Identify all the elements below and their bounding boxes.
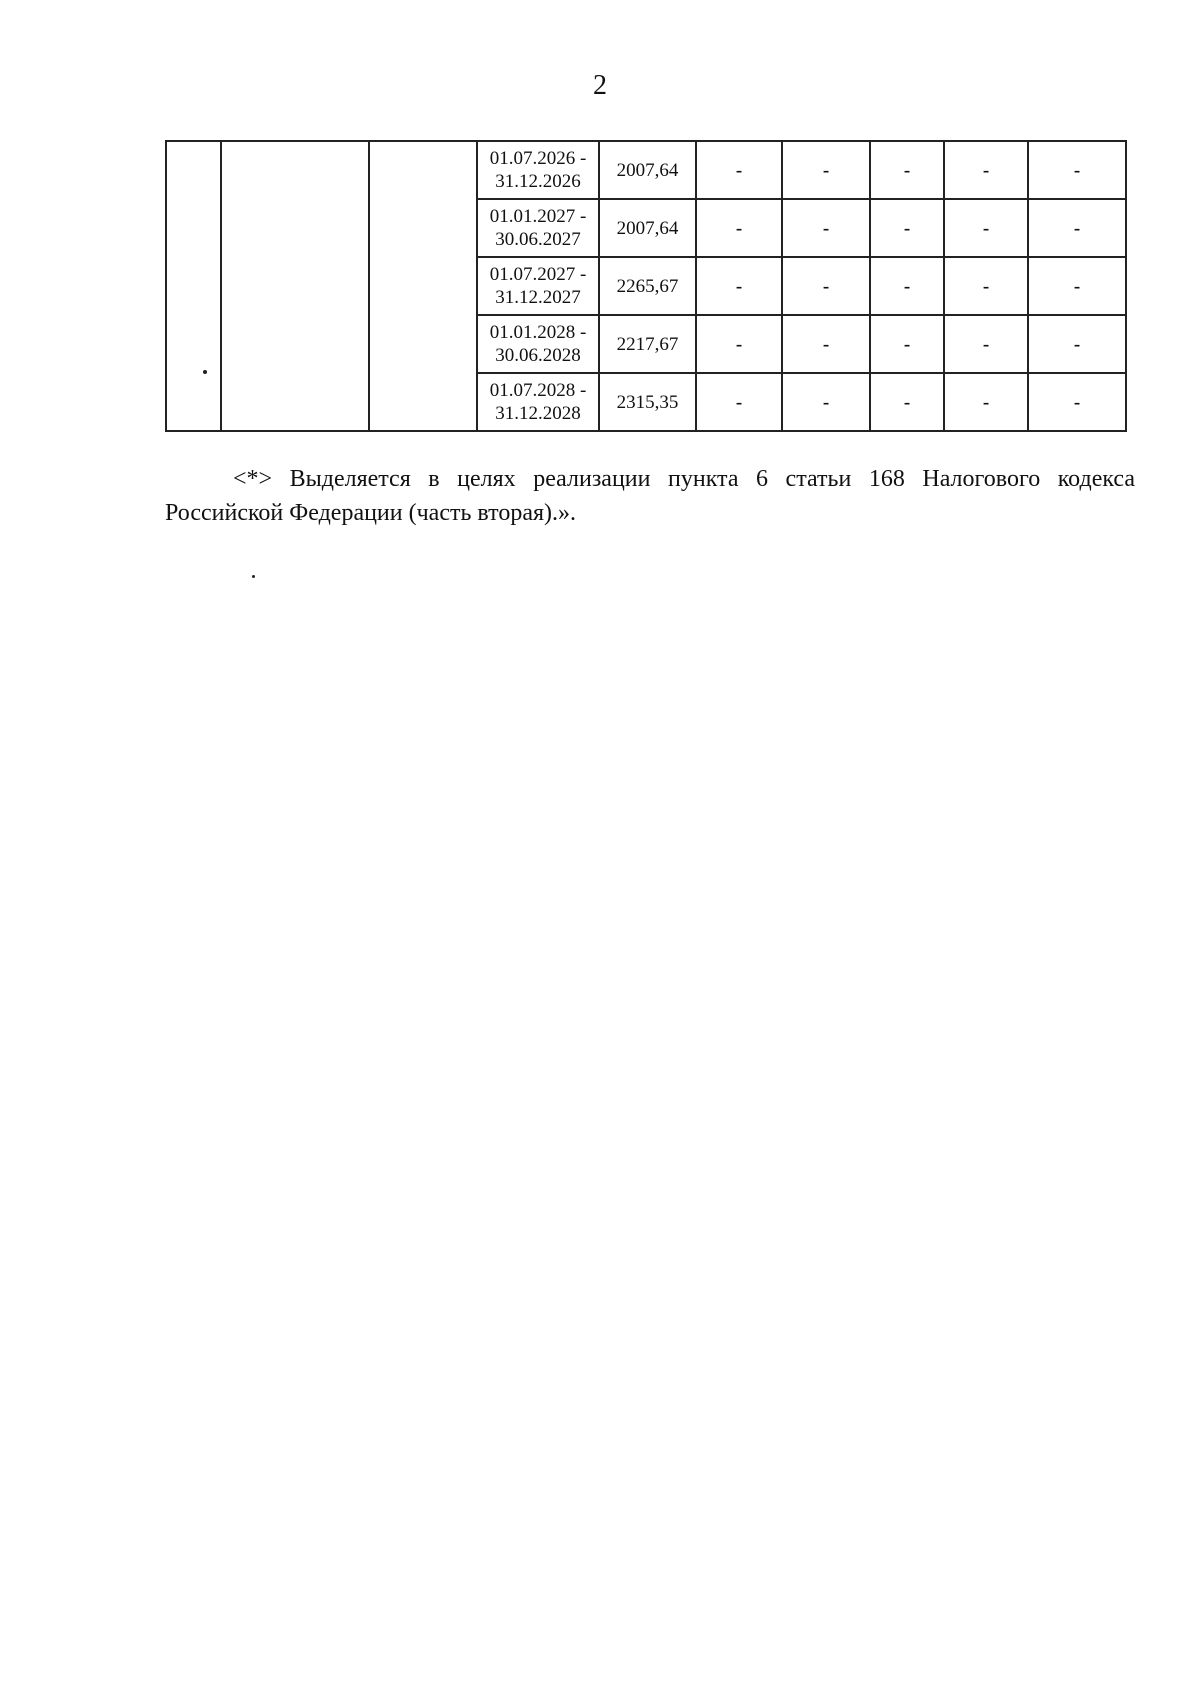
empty-value-cell: - xyxy=(944,199,1028,257)
tariff-value: 2217,67 xyxy=(599,315,696,373)
empty-value-cell: - xyxy=(870,141,944,199)
empty-value-cell: - xyxy=(1028,257,1126,315)
tariff-table xyxy=(165,140,1127,432)
period-start: 01.07.2028 - xyxy=(489,380,587,401)
empty-value-cell: - xyxy=(782,315,870,373)
period-cell xyxy=(477,199,599,257)
row-number-cell xyxy=(166,141,221,431)
tariff-value: 2265,67 xyxy=(599,257,696,315)
service-cell xyxy=(369,141,477,431)
period-end: 30.06.2027 xyxy=(495,229,581,250)
organization-cell xyxy=(221,141,369,431)
period-cell xyxy=(477,141,599,199)
empty-value-cell: - xyxy=(944,315,1028,373)
empty-value-cell: - xyxy=(870,257,944,315)
empty-value-cell: - xyxy=(1028,199,1126,257)
empty-value-cell: - xyxy=(696,141,782,199)
period-start: 01.07.2026 - xyxy=(489,148,587,169)
footnote-text: <*> Выделяется в целях реализации пункта 6 статьи 168 Налогового кодекса Российской Федерации (часть вторая).». xyxy=(165,466,1135,526)
empty-value-cell: - xyxy=(696,257,782,315)
period-cell xyxy=(477,257,599,315)
period-cell xyxy=(477,373,599,431)
empty-value-cell: - xyxy=(1028,141,1126,199)
period-cell xyxy=(477,315,599,373)
tariff-value: 2007,64 xyxy=(599,141,696,199)
period-start: 01.01.2027 - xyxy=(489,206,587,227)
period-end: 31.12.2026 xyxy=(495,171,581,192)
empty-value-cell: - xyxy=(782,199,870,257)
empty-value-cell: - xyxy=(944,141,1028,199)
empty-value-cell: - xyxy=(870,373,944,431)
period-start: 01.07.2027 - xyxy=(489,264,587,285)
period-start: 01.01.2028 - xyxy=(489,322,587,343)
tariff-value: 2315,35 xyxy=(599,373,696,431)
empty-value-cell: - xyxy=(870,315,944,373)
empty-value-cell: - xyxy=(944,373,1028,431)
empty-value-cell: - xyxy=(1028,373,1126,431)
page-number: 2 xyxy=(593,70,607,101)
empty-value-cell: - xyxy=(696,373,782,431)
empty-value-cell: - xyxy=(696,315,782,373)
tariff-value: 2007,64 xyxy=(599,199,696,257)
stray-mark xyxy=(252,575,255,578)
empty-value-cell: - xyxy=(696,199,782,257)
empty-value-cell: - xyxy=(944,257,1028,315)
empty-value-cell: - xyxy=(782,373,870,431)
empty-value-cell: - xyxy=(870,199,944,257)
stray-mark xyxy=(203,370,207,374)
period-end: 31.12.2028 xyxy=(495,403,581,424)
period-end: 30.06.2028 xyxy=(495,345,581,366)
empty-value-cell: - xyxy=(782,257,870,315)
table-row xyxy=(166,141,1126,199)
empty-value-cell: - xyxy=(782,141,870,199)
period-end: 31.12.2027 xyxy=(495,287,581,308)
footnote xyxy=(165,462,1135,530)
empty-value-cell: - xyxy=(1028,315,1126,373)
